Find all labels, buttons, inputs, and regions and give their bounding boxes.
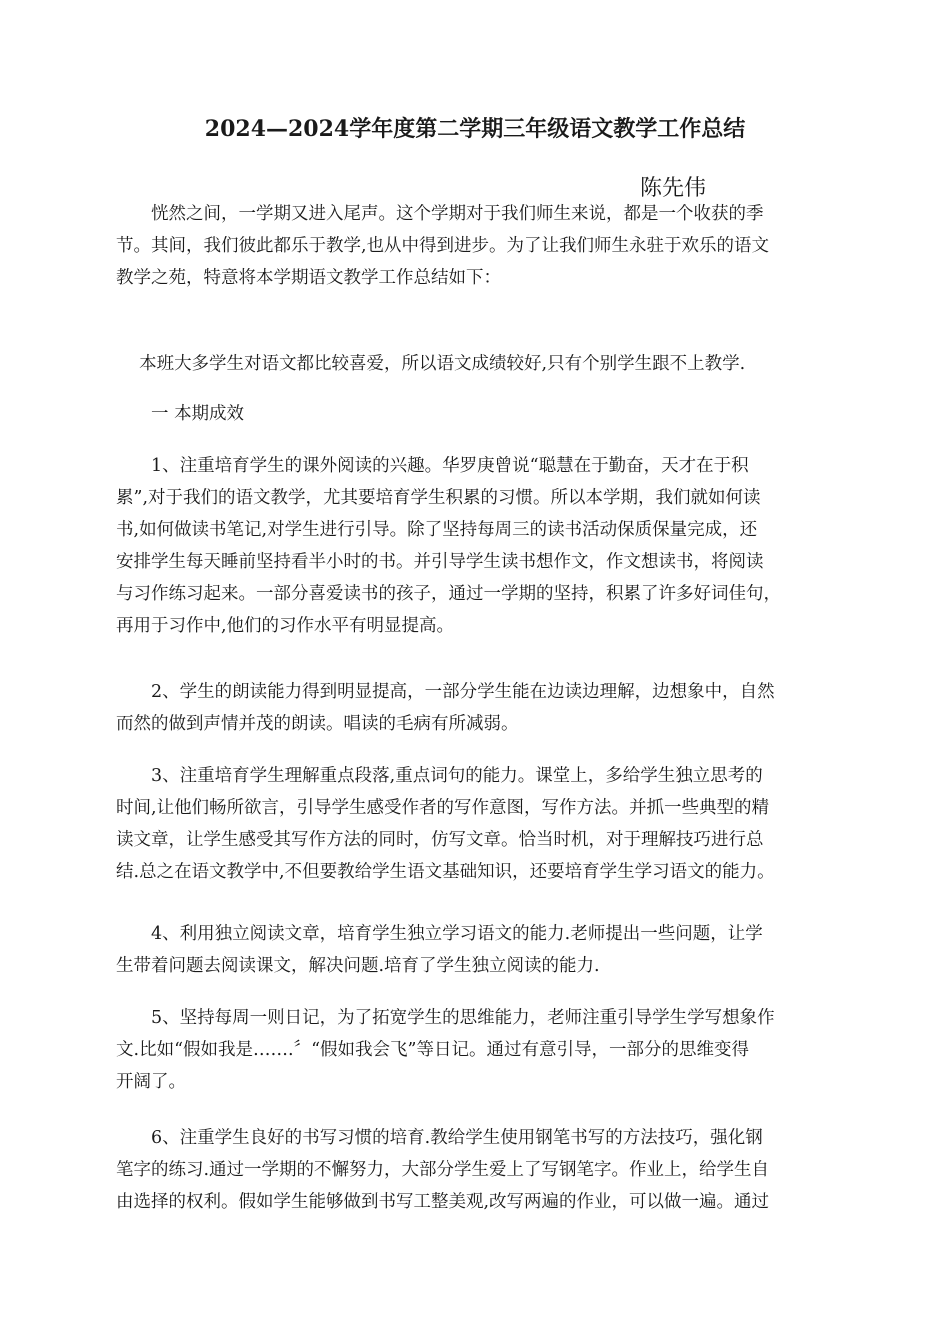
- paragraph-line: 书,如何做读书笔记,对学生进行引导。除了坚持每周三的读书活动保质保量完成，还: [116, 520, 758, 540]
- paragraph-line: 累”,对于我们的语文教学，尤其要培育学生积累的习惯。所以本学期，我们就如何读: [116, 488, 761, 508]
- document-title: 2024—2024学年度第二学期三年级语文教学工作总结: [204, 116, 746, 142]
- paragraph-line: 6、注重学生良好的书写习惯的培育.教给学生使用钢笔书写的方法技巧，强化钢: [116, 1128, 763, 1148]
- paragraph-item-1: [116, 450, 838, 642]
- paragraph-line: 安排学生每天睡前坚持看半小时的书。并引导学生读书想作文，作文想读书，将阅读: [116, 552, 764, 572]
- document-author: 陈先伟: [640, 176, 707, 201]
- paragraph-line: 由选择的权利。假如学生能够做到书写工整美观,改写两遍的作业，可以做一遍。通过: [116, 1192, 770, 1212]
- paragraph-line: 节。其间，我们彼此都乐于教学,也从中得到进步。为了让我们师生永驻于欢乐的语文: [116, 236, 770, 256]
- paragraph-line: 生带着问题去阅读课文，解决问题.培育了学生独立阅读的能力.: [116, 956, 600, 976]
- paragraph-line: 时间,让他们畅所欲言，引导学生感受作者的写作意图，写作方法。并抓一些典型的精: [116, 798, 770, 818]
- paragraph-line: 本班大多学生对语文都比较喜爱，所以语文成绩较好,只有个别学生跟不上教学.: [116, 354, 746, 374]
- paragraph-line: 恍然之间，一学期又进入尾声。这个学期对于我们师生来说，都是一个收获的季: [116, 204, 764, 224]
- paragraph-line: 结.总之在语文教学中,不但要教给学生语文基础知识，还要培育学生学习语文的能力。: [116, 862, 775, 882]
- paragraph-item-2: [116, 676, 838, 740]
- paragraph-line: 4、利用独立阅读文章，培育学生独立学习语文的能力.老师提出一些问题，让学: [116, 924, 763, 944]
- paragraph-line: 与习作练习起来。一部分喜爱读书的孩子，通过一学期的坚持，积累了许多好词佳句，: [116, 584, 781, 604]
- paragraph-item-4: [116, 918, 838, 982]
- paragraph-line: 3、注重培育学生理解重点段落,重点词句的能力。课堂上，多给学生独立思考的: [116, 766, 763, 786]
- paragraph-line: 教学之苑，特意将本学期语文教学工作总结如下：: [116, 268, 501, 288]
- paragraph-line: 读文章，让学生感受其写作方法的同时，仿写文章。恰当时机，对于理解技巧进行总: [116, 830, 764, 850]
- paragraph-item-3: [116, 760, 838, 888]
- section-heading: [116, 398, 838, 430]
- paragraph-line: 一 本期成效: [116, 404, 245, 424]
- paragraph-line: 而然的做到声情并茂的朗读。唱读的毛病有所减弱。: [116, 714, 519, 734]
- paragraph-intro: [116, 198, 838, 294]
- paragraph-line: 2、学生的朗读能力得到明显提高，一部分学生能在边读边理解，边想象中，自然: [116, 682, 775, 702]
- paragraph-line: 5、坚持每周一则日记，为了拓宽学生的思维能力，老师注重引导学生学写想象作: [116, 1008, 775, 1028]
- paragraph-line: 笔字的练习.通过一学期的不懈努力，大部分学生爱上了写钢笔字。作业上，给学生自: [116, 1160, 770, 1180]
- paragraph-line: 文.比如“假如我是…….〞“假如我会飞”等日记。通过有意引导，一部分的思维变得: [116, 1040, 749, 1060]
- paragraph-item-6: [116, 1122, 838, 1218]
- paragraph-line: 1、注重培育学生的课外阅读的兴趣。华罗庚曾说“聪慧在于勤奋，天才在于积: [116, 456, 749, 476]
- paragraph-item-5: [116, 1002, 838, 1098]
- paragraph-line: 再用于习作中,他们的习作水平有明显提高。: [116, 616, 455, 636]
- paragraph-class-overview: [116, 348, 838, 380]
- paragraph-line: 开阔了。: [116, 1072, 186, 1092]
